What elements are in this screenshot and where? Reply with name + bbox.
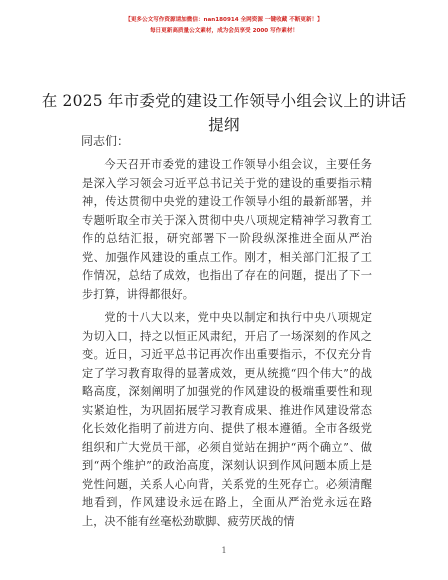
promo-banner-line-1: 【更多公文写作资源请加微信：nan180914 全网资源 一键收藏 不断更新！】 <box>125 17 323 23</box>
paragraph-2: 党的十八大以来，党中央以制定和执行中央八项规定为切入口，持之以恒正风肃纪，开启了一场深刻的作风之变。近日，习近平总书记再次作出重要指示，不仅充分肯定了学习教育取得的显著成效，更从统揽“四个伟大”的战略高度，深刻阐明了加强党的作风建设的极端重要性和现实紧迫性，为巩固拓展学习教育成果、推进作风建设常态化长效化指明了前进方向、提供了根本遵循。全市各级党组织和广大党员干部，必须自觉站在拥护“两个确立”、做到“两个维护”的政治高度，深刻认识到作风问题本质上是党性问题，关系人心向背，关系党的生死存亡。必须清醒地看到，作风建设永远在路上，全面从严治党永远在路上，决不能有丝毫松劲歇脚、疲劳厌战的情 <box>82 311 372 528</box>
document-body <box>82 156 372 536</box>
page-number: 1 <box>221 546 227 555</box>
document-title: 在 2025 年市委党的建设工作领导小组会议上的讲话提纲 <box>41 92 407 134</box>
promo-banner <box>0 15 448 37</box>
promo-banner-line-2: 每日更新高质量公文素材，成为会员享受 2000 写作素材！ <box>149 28 299 34</box>
greeting: 同志们： <box>81 134 130 148</box>
paragraph-1: 今天召开市委党的建设工作领导小组会议，主要任务是深入学习领会习近平总书记关于党的建设的重要指示精神，传达贯彻中央党的建设工作领导小组的最新部署，并专题听取全市关于深入贯彻中央八项规定精神学习教育工作的总结汇报，研究部署下一阶段纵深推进全面从严治党、加强作风建设的重点工作。刚才，相关部门汇报了工作情况，总结了成效，也指出了存在的问题，提出了下一步打算，讲得都很好。 <box>82 158 372 301</box>
